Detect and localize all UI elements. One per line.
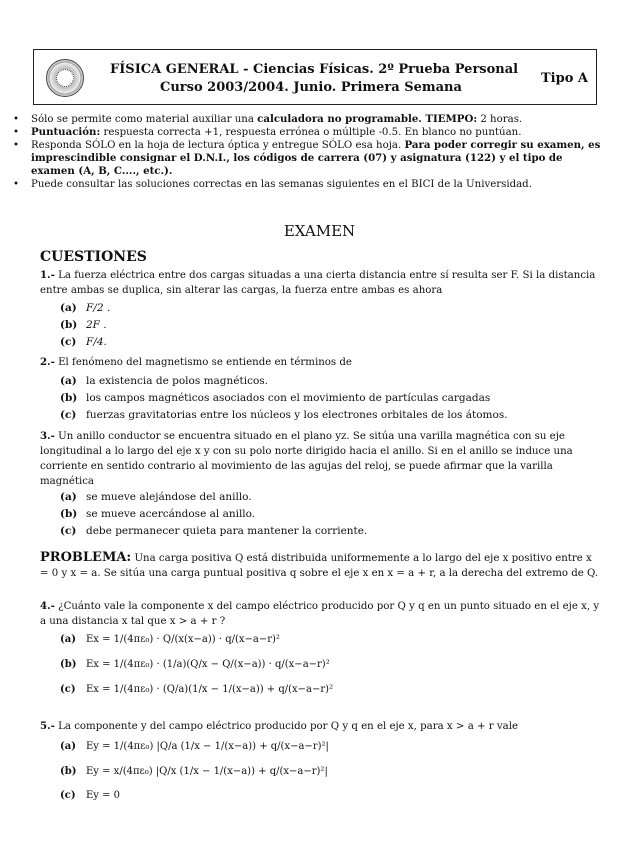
instructions-list [13,113,603,191]
bullet-icon: • [13,140,20,151]
question-1-option-c: (c) F/4. [60,336,107,348]
exam-type-label: Tipo A [541,71,588,86]
question-4-option-c: (c) Ex = 1/(4πε₀) · (Q/a)(1/x − 1/(x−a)) + q/(x−a−r)² [60,684,334,695]
section-title-cuestiones: CUESTIONES [40,249,147,265]
question-4-option-b: (b) Ex = 1/(4πε₀) · (1/a)(Q/x − Q/(x−a)) · q/(x−a−r)² [60,659,330,670]
question-3-option-c: (c) debe permanecer quieta para mantener la corriente. [60,525,368,537]
question-2-option-a: (a) la existencia de polos magnéticos. [60,375,269,387]
question-5-option-b: (b) Ey = x/(4πε₀) |Q/x (1/x − 1/(x−a)) + q/(x−a−r)²| [60,766,328,777]
university-seal-icon [46,59,84,97]
question-2: 2.- El fenómeno del magnetismo se entiende en términos de [40,356,352,368]
question-4-option-a: (a) Ex = 1/(4πε₀) · Q/(x(x−a)) · q/(x−a−r)² [60,634,280,645]
problem-statement: PROBLEMA: Una carga positiva Q está distribuida uniformemente a lo largo del eje x positivo entre x = 0 y x = a. Se sitúa una carga puntual positiva q sobre el eje x en x = a + r, a la derecha del extremo de Q. [40,550,599,579]
header-box [33,49,597,105]
bullet-icon: • [13,114,20,125]
question-3-option-a: (a) se mueve alejándose del anillo. [60,491,252,503]
bullet-icon: • [13,127,20,138]
instruction-item: • Responda SÓLO en la hoja de lectura óptica y entregue SÓLO esa hoja. Para poder corregir su examen, es imprescindible consignar el D.N.I., los códigos de carrera (07) y asignatura (122) y el tipo de examen (A, B, C...., etc.). [13,139,601,177]
exam-title: EXAMEN [283,222,356,240]
question-1-option-b: (b) 2F . [60,319,107,331]
header-title: FÍSICA GENERAL - Ciencias Físicas. 2º Prueba Personal [110,62,519,77]
question-3: 3.- Un anillo conductor se encuentra situado en el plano yz. Se sitúa una varilla magnética con su eje longitudinal a lo largo del eje x y con su polo norte dirigido hacia el anillo. Si en el anillo se induce una corriente en sentido contrario al movimiento de las agujas del reloj, se puede afirmar que la varilla magnética [40,430,573,487]
question-2-option-b: (b) los campos magnéticos asociados con el movimiento de partículas cargadas [60,392,491,404]
question-5-option-c: (c) Ey = 0 [60,790,121,801]
question-2-option-c: (c) fuerzas gravitatorias entre los núcleos y los electrones orbitales de los átomos. [60,409,508,421]
question-5: 5.- La componente y del campo eléctrico producido por Q y q en el eje x, para x > a + r vale [40,720,518,732]
question-3-option-b: (b) se mueve acercándose al anillo. [60,508,256,520]
instruction-item: • Puntuación: respuesta correcta +1, respuesta errónea o múltiple -0.5. En blanco no puntúan. [13,126,522,138]
question-1-option-a: (a) F/2 . [60,302,111,314]
bullet-icon: • [13,179,20,190]
question-4: 4.- ¿Cuánto vale la componente x del campo eléctrico producido por Q y q en un punto situado en el eje x, y a una distancia x tal que x > a + r ? [40,600,600,627]
instruction-item: • Sólo se permite como material auxiliar una calculadora no programable. TIEMPO: 2 horas. [13,113,523,125]
question-5-option-a: (a) Ey = 1/(4πε₀) |Q/a (1/x − 1/(x−a)) + q/(x−a−r)²| [60,741,329,752]
question-1: 1.- La fuerza eléctrica entre dos cargas situadas a una cierta distancia entre sí resulta ser F. Si la distancia entre ambas se duplica, sin alterar las cargas, la fuerza entre ambas es ahora [40,269,596,296]
instruction-item: • Puede consultar las soluciones correctas en las semanas siguientes en el BICI de la Universidad. [13,179,532,190]
header-subtitle: Curso 2003/2004. Junio. Primera Semana [160,80,462,95]
